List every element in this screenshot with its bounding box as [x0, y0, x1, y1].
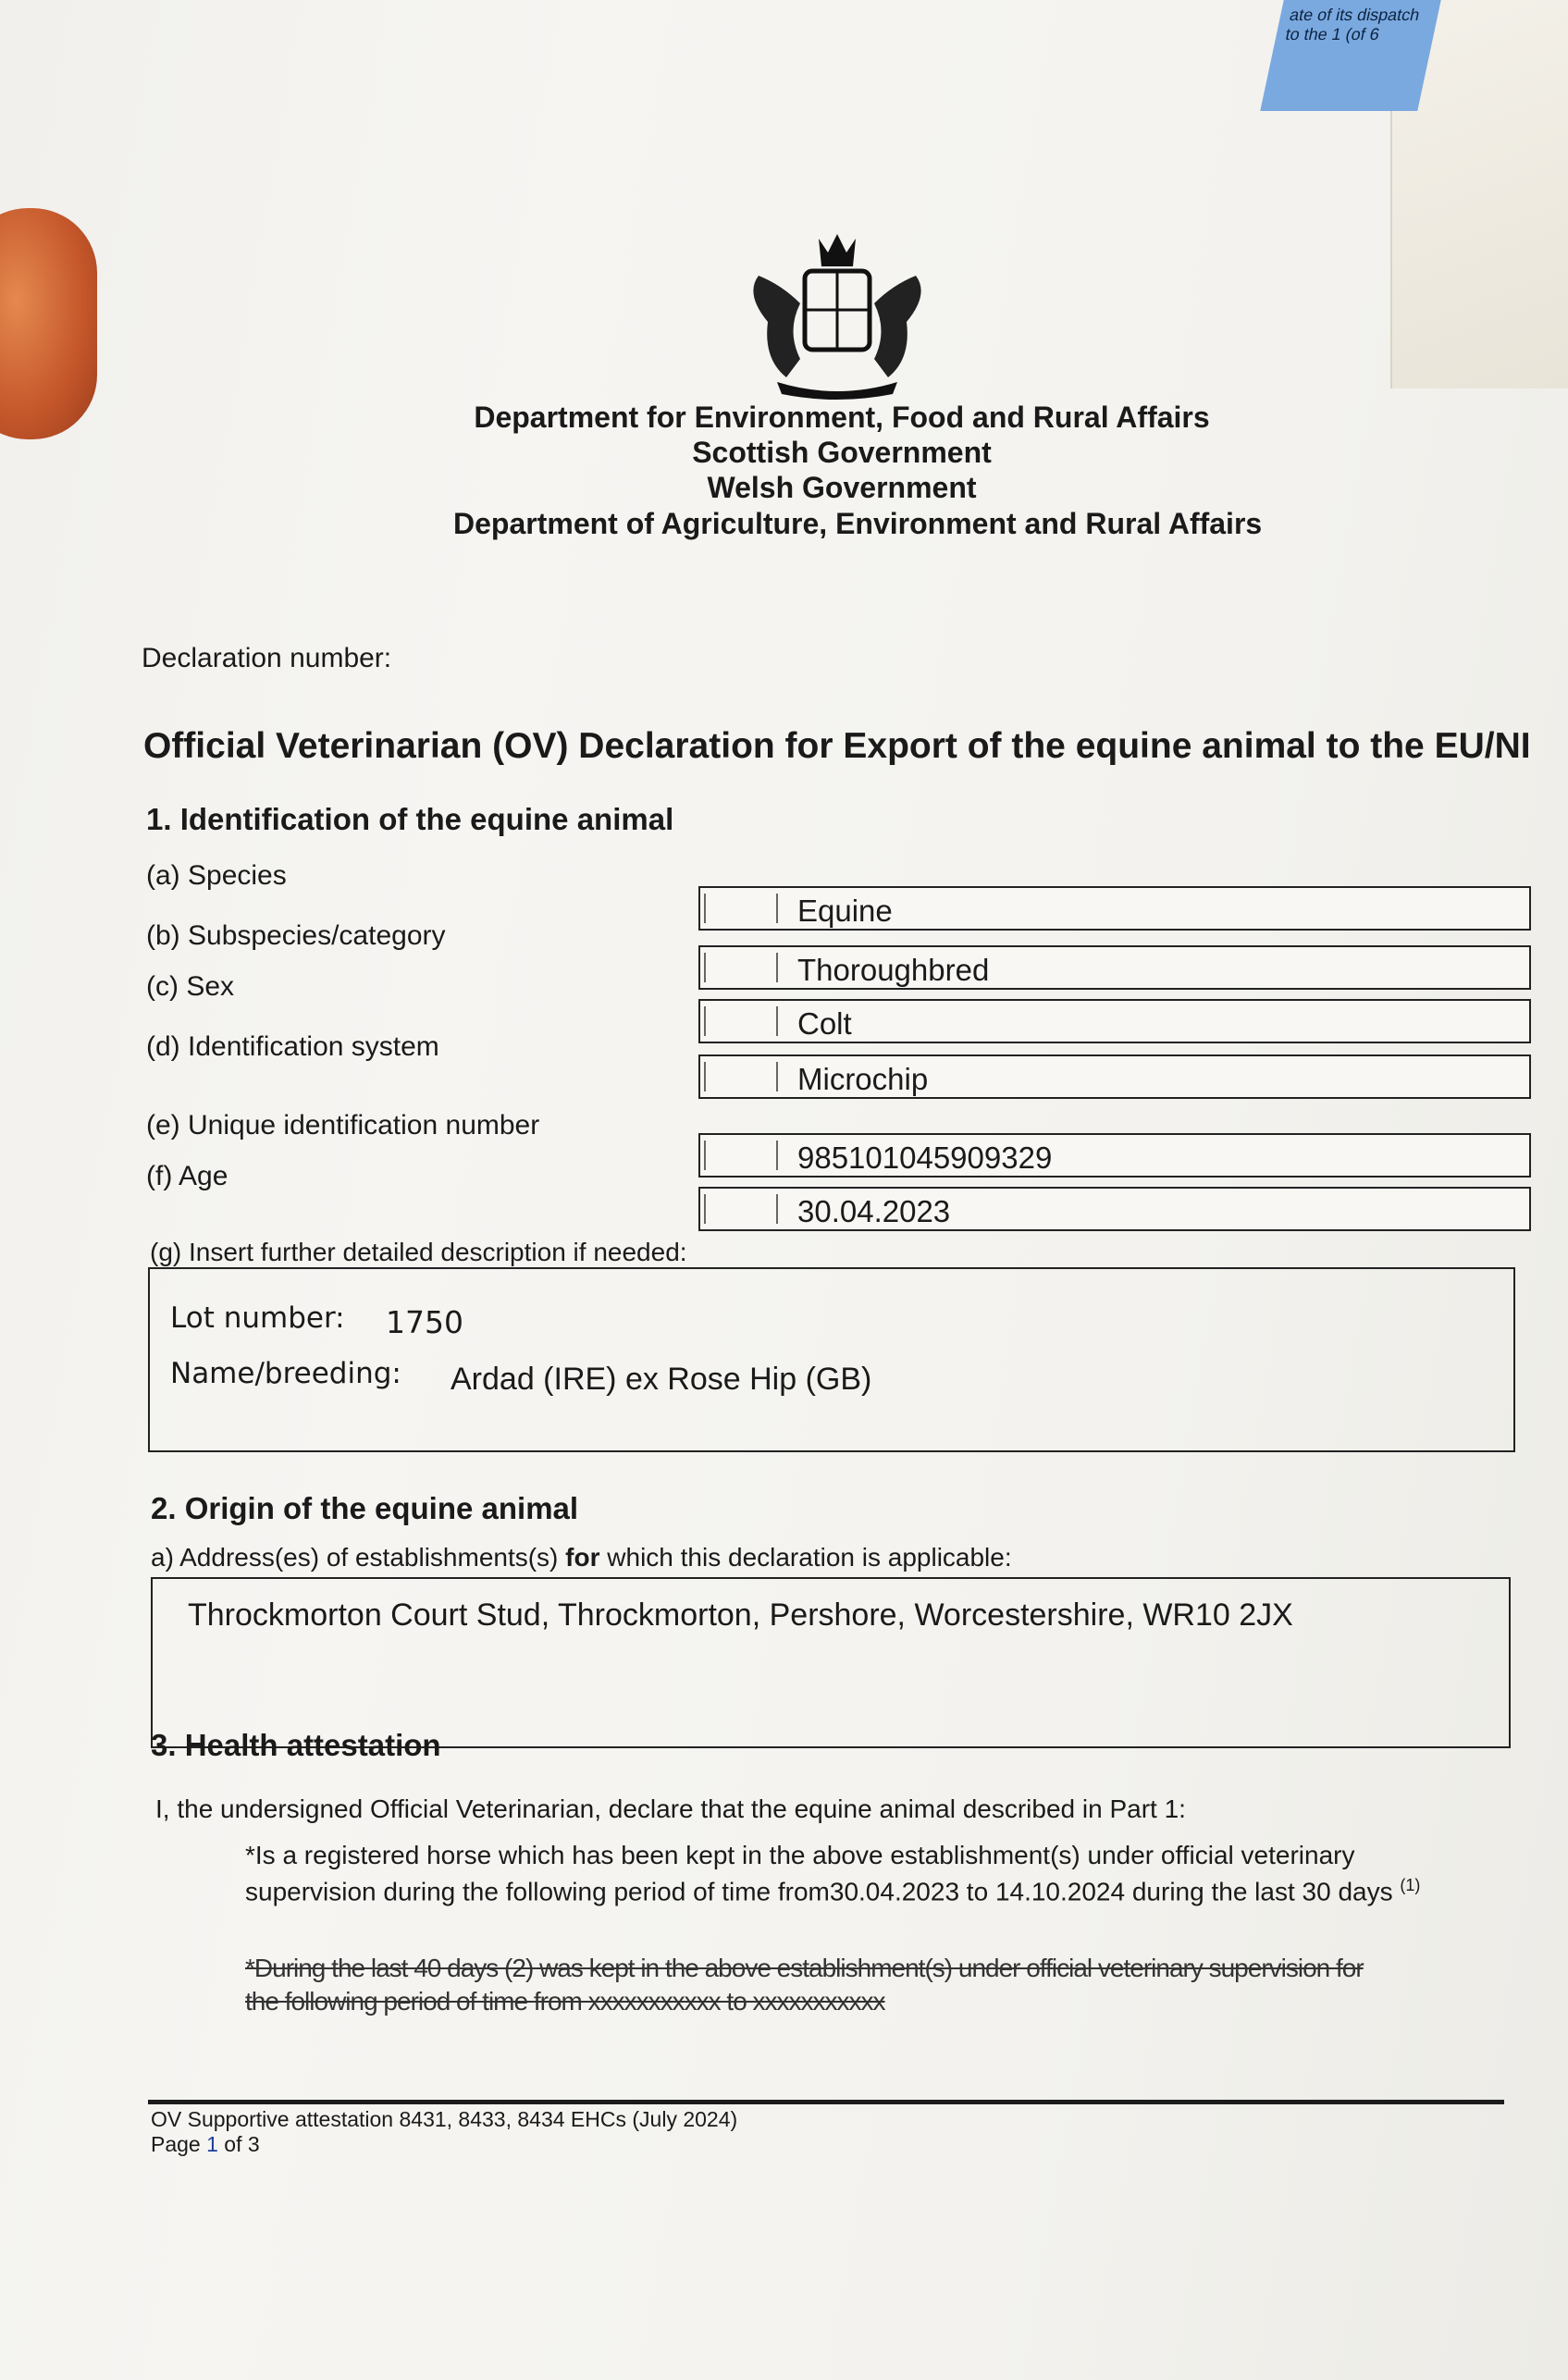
- department-2: Scottish Government: [692, 436, 992, 469]
- page-pre: Page: [151, 2132, 207, 2156]
- establishment-instructions: [151, 1543, 1012, 1572]
- corner-note: [1260, 0, 1441, 111]
- page-current: 1: [206, 2132, 218, 2156]
- footer-reference: OV Supportive attestation 8431, 8433, 8434 EHCs (July 2024): [151, 2107, 738, 2131]
- species-field: [698, 886, 1531, 931]
- sex-value: Colt: [797, 1006, 852, 1041]
- species-label: (a) Species: [146, 860, 287, 891]
- attestation-line-1: *Is a registered horse which has been kept in the above establishment(s) under official veterinary: [245, 1841, 1355, 1869]
- identification-system-label: (d) Identification system: [146, 1031, 439, 1062]
- page-number: [151, 2132, 260, 2157]
- unique-id-field: [698, 1133, 1531, 1178]
- age-value: 30.04.2023: [797, 1194, 951, 1228]
- name-breeding-label: Name/breeding:: [170, 1357, 401, 1390]
- unique-id-label: (e) Unique identification number: [146, 1110, 540, 1141]
- unique-id-value: 985101045909329: [797, 1141, 1053, 1175]
- checkbox-cell: [704, 953, 778, 982]
- establishment-instructions-post: which this declaration is applicable:: [599, 1543, 1012, 1572]
- name-breeding-value: Ardad (IRE) ex Rose Hip (GB): [451, 1362, 872, 1397]
- age-field: [698, 1187, 1531, 1231]
- establishment-address: Throckmorton Court Stud, Throckmorton, Pershore, Worcestershire, WR10 2JX: [188, 1597, 1293, 1633]
- period-from-date: 30.04.2023: [829, 1877, 960, 1906]
- attestation-period-post: during the last 30 days: [1125, 1877, 1401, 1906]
- checkbox-cell: [704, 1141, 778, 1170]
- footer-rule: [148, 2100, 1504, 2104]
- lot-number-value: 1750: [386, 1304, 463, 1340]
- checkbox-cell: [704, 894, 778, 923]
- establishment-instructions-pre: a) Address(es) of establishments(s): [151, 1543, 566, 1572]
- checkbox-cell: [704, 1006, 778, 1036]
- identification-system-value: Microchip: [797, 1062, 929, 1096]
- declaration-number-label: Declaration number:: [142, 643, 392, 673]
- attestation-line-2: [245, 1876, 1420, 1906]
- lot-number-label: Lot number:: [170, 1301, 345, 1335]
- section-1-heading: 1. Identification of the equine animal: [146, 802, 674, 836]
- department-1: Department for Environment, Food and Rural Affairs: [474, 401, 1210, 434]
- section-3-heading: 3. Health attestation: [151, 1728, 441, 1762]
- further-description-box: [148, 1267, 1515, 1452]
- attestation-period-pre: supervision during the following period of time from: [245, 1877, 830, 1906]
- attestation-period-to: to: [959, 1877, 995, 1906]
- checkbox-cell: [704, 1194, 778, 1224]
- issuing-departments: [389, 400, 1295, 505]
- sex-label: (c) Sex: [146, 971, 235, 1002]
- establishment-instructions-bold: for: [565, 1543, 600, 1572]
- thumb: [0, 208, 97, 439]
- corner-note-text: ate of its dispatch to the 1 (of 6: [1283, 6, 1422, 43]
- further-description-label: (g) Insert further detailed description if needed:: [150, 1238, 687, 1266]
- establishment-address-box: [151, 1577, 1511, 1748]
- footnote-1: (1): [1400, 1876, 1421, 1894]
- attestation-intro: I, the undersigned Official Veterinarian, declare that the equine animal described in Part 1:: [155, 1794, 1186, 1823]
- checkbox-cell: [704, 1062, 778, 1091]
- species-value: Equine: [797, 894, 893, 928]
- subspecies-value: Thoroughbred: [797, 953, 990, 987]
- section-2-heading: 2. Origin of the equine animal: [151, 1491, 579, 1525]
- department-3: Welsh Government: [707, 471, 977, 504]
- struck-out-line-2: the following period of time from xxxxxxxxxxx to xxxxxxxxxxx: [245, 1987, 885, 2016]
- subspecies-field: [698, 945, 1531, 990]
- sex-field: [698, 999, 1531, 1043]
- document-title: Official Veterinarian (OV) Declaration for Export of the equine animal to the EU/NI: [143, 726, 1531, 766]
- department-4: Department of Agriculture, Environment and Rural Affairs: [453, 507, 1263, 540]
- subspecies-label: (b) Subspecies/category: [146, 920, 446, 951]
- age-label: (f) Age: [146, 1161, 228, 1191]
- identification-system-field: [698, 1054, 1531, 1099]
- page-post: of 3: [217, 2132, 260, 2156]
- period-to-date: 14.10.2024: [994, 1877, 1126, 1906]
- royal-crest-icon: [740, 220, 934, 401]
- struck-out-line-1: *During the last 40 days (2) was kept in the above establishment(s) under official veterinary supervision for: [245, 1954, 1364, 1982]
